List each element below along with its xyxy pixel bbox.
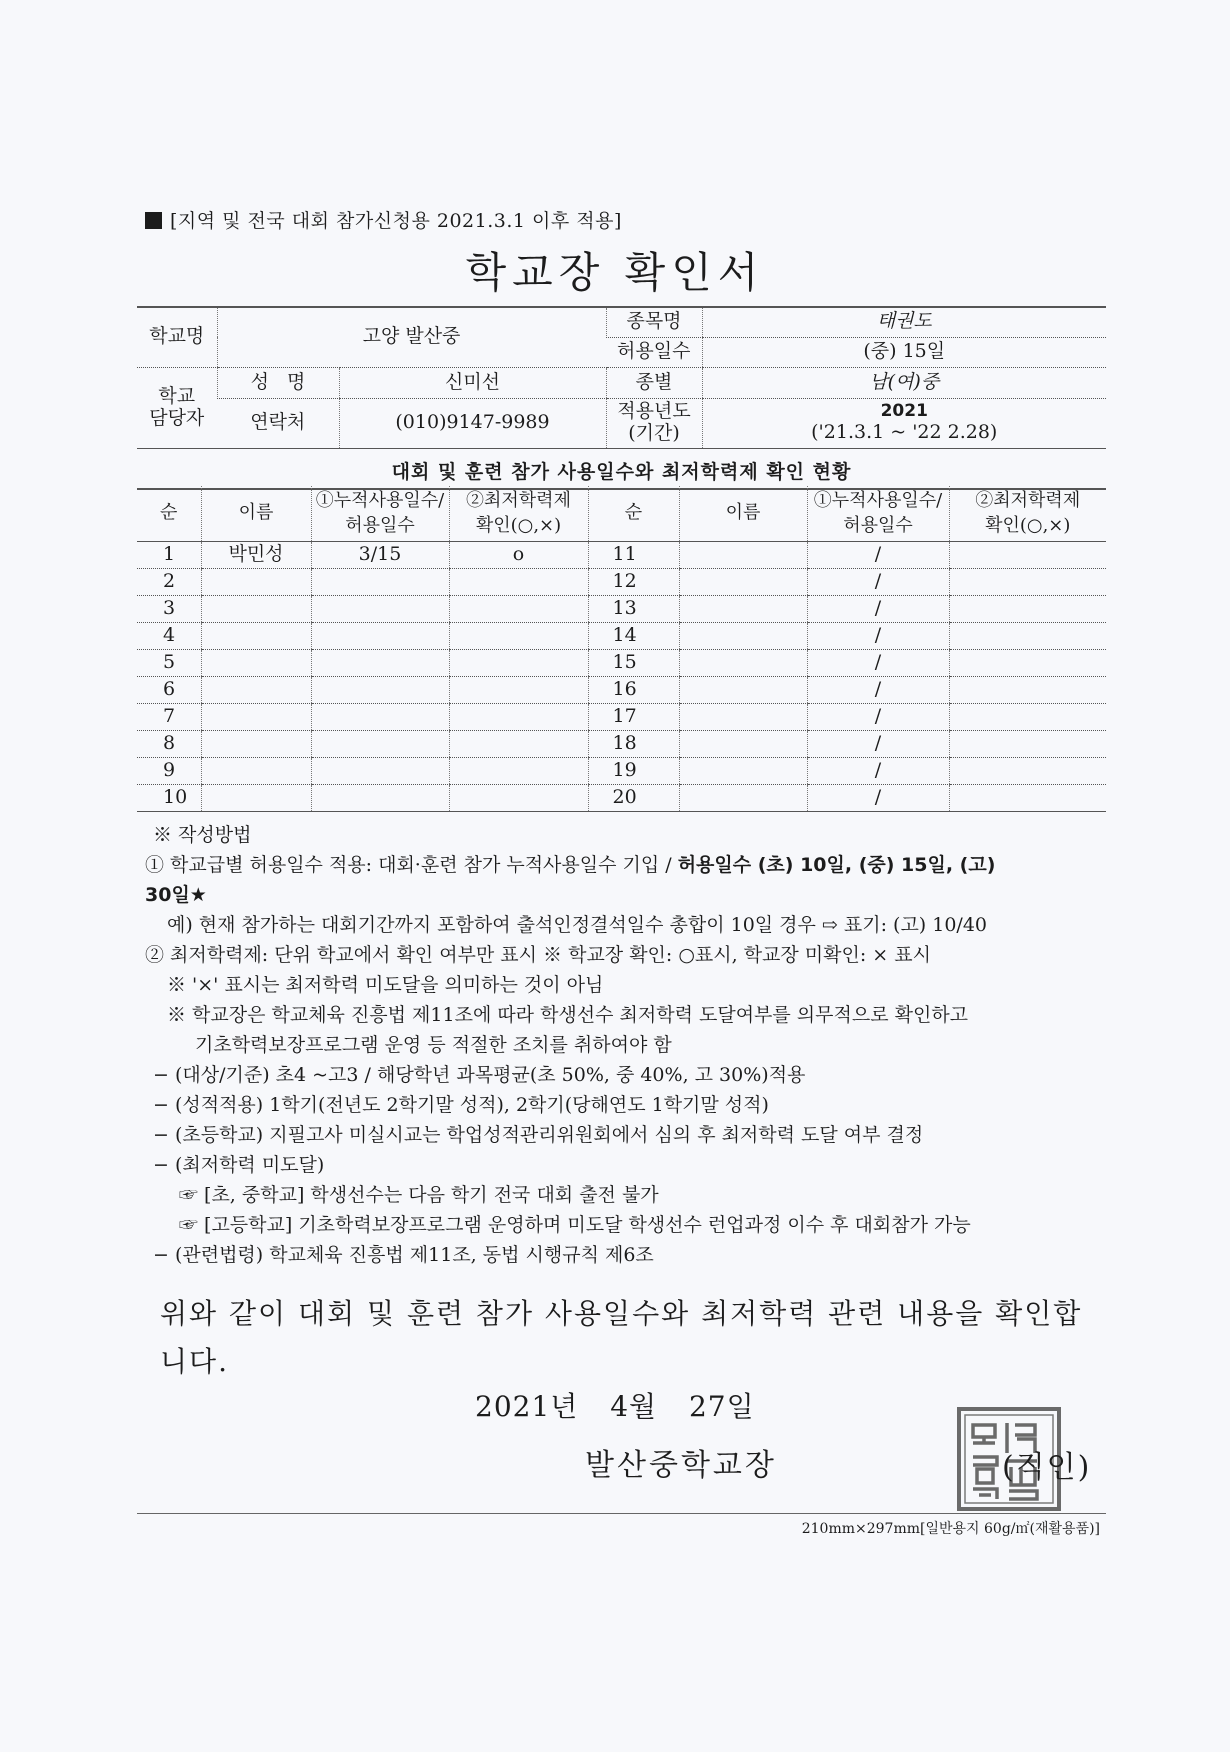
name-value: 신미선 [339,367,606,398]
bottom-rule [137,1513,1106,1514]
student-name [679,704,807,731]
used-days: / [807,596,949,623]
note-1-bold: 허용일수 (초) 10일, (중) 15일, (고) [677,854,996,876]
student-name [201,731,311,758]
header-check-right [949,486,1106,542]
header-check-line-1: ②최저학력제 [466,490,571,512]
paper-spec: 210mm×297mm[일반용지 60g/㎡(재활용품)] [801,1521,1100,1537]
principal-title: 발산중학교장 [585,1448,777,1483]
document-title: 학교장 확인서 [465,248,765,297]
header-days-right-line-1: ①누적사용일수/ [813,490,943,512]
student-name [679,596,807,623]
min-academic-check: o [449,542,588,569]
min-academic-check [949,704,1106,731]
row-number: 18 [588,731,679,758]
student-name [679,758,807,785]
min-academic-check [449,569,588,596]
used-days: / [807,542,949,569]
min-academic-check [949,650,1106,677]
gender-value: 남(여)중 [702,367,1106,398]
note-2-sub-1: ※ '×' 표시는 최저학력 미도달을 의미하는 것이 아님 [167,974,604,996]
note-2-sub-2-cont: 기초학력보장프로그램 운영 등 적절한 조치를 취하여야 함 [195,1034,672,1056]
detail-grades: − (성적적용) 1학기(전년도 2학기말 성적), 2학기(당해연도 1학기말 성적) [153,1094,769,1116]
student-name [679,542,807,569]
used-days [311,758,449,785]
table-row [137,785,1106,812]
row-number: 20 [588,785,679,812]
roster-header-row [137,486,1106,542]
detail-below-min: − (최저학력 미도달) [153,1154,325,1176]
student-name [201,704,311,731]
staff-label [137,367,217,448]
used-days: / [807,758,949,785]
table-row [137,623,1106,650]
used-days: / [807,677,949,704]
used-days [311,596,449,623]
min-academic-check [449,758,588,785]
detail-target: − (대상/기준) 초4 ~고3 / 해당학년 과목평균(초 50%, 중 40%, 고 30%)적용 [153,1064,806,1086]
used-days: / [807,623,949,650]
roster-table [137,486,1106,812]
row-number: 9 [137,758,201,785]
used-days: / [807,650,949,677]
header-note [145,206,622,233]
staff-label-line-1: 학교 [158,384,196,407]
student-name [679,731,807,758]
row-number: 19 [588,758,679,785]
used-days: 3/15 [311,542,449,569]
student-name [201,758,311,785]
used-days [311,731,449,758]
row-number: 13 [588,596,679,623]
row-number: 8 [137,731,201,758]
used-days: / [807,569,949,596]
student-name [201,569,311,596]
row-number: 2 [137,569,201,596]
header-check-right-line-1: ②최저학력제 [975,490,1081,512]
year-value-cell [702,398,1106,448]
contact-value: (010)9147-9989 [339,398,606,448]
detail-elementary: − (초등학교) 지필고사 미실시교는 학업성적관리위원회에서 심의 후 최저학력 도달 여부 결정 [153,1124,924,1146]
writing-instructions [145,820,1105,1270]
min-academic-check [449,785,588,812]
row-number: 5 [137,650,201,677]
row-number: 12 [588,569,679,596]
table-row [137,596,1106,623]
used-days: / [807,785,949,812]
student-name [679,623,807,650]
table-row [137,569,1106,596]
student-name [201,596,311,623]
min-academic-check [449,623,588,650]
note-1-cont: 30일★ [145,884,207,906]
header-days [311,486,449,542]
student-name: 박민성 [201,542,311,569]
min-academic-check [449,704,588,731]
header-check [449,486,588,542]
used-days: / [807,704,949,731]
detail-below-min-b: ☞ [고등학교] 기초학력보장프로그램 운영하며 미도달 학생선수 런업과정 이수 후 대회참가 가능 [179,1214,971,1236]
min-academic-check [449,731,588,758]
min-academic-check [949,677,1106,704]
used-days: / [807,731,949,758]
student-name [201,650,311,677]
period-value: ('21.3.1 ~ '22 2.28) [811,420,998,443]
header-name-right: 이름 [679,486,807,542]
header-check-right-line-2: 확인(○,×) [985,514,1071,536]
table-row [137,731,1106,758]
note-1-text: ① 학교급별 허용일수 적용: 대회·훈련 참가 누적사용일수 기입 / [145,854,678,876]
student-name [201,623,311,650]
confirmation-statement: 위와 같이 대회 및 훈련 참가 사용일수와 최저학력 관련 내용을 확인합니다. [160,1297,1083,1378]
student-name [201,785,311,812]
header-days-line-2: 허용일수 [345,514,415,536]
row-number: 1 [137,542,201,569]
row-number: 17 [588,704,679,731]
header-no-right: 순 [588,486,679,542]
student-name [679,569,807,596]
notes-heading: ※ 작성방법 [153,824,252,846]
note-1 [145,850,1105,880]
row-number: 11 [588,542,679,569]
contact-label: 연락처 [217,398,339,448]
info-table [137,306,1106,449]
note-2: ② 최저학력제: 단위 학교에서 확인 여부만 표시 ※ 학교장 확인: ○표시, 학교장 미확인: × 표시 [145,944,931,966]
table-row [137,677,1106,704]
header-days-right [807,486,949,542]
used-days [311,569,449,596]
row-number: 6 [137,677,201,704]
min-academic-check [449,677,588,704]
min-academic-check [949,731,1106,758]
allowed-days-label: 허용일수 [606,337,702,367]
event-label: 종목명 [606,307,702,337]
table-row [137,650,1106,677]
min-academic-check [449,596,588,623]
row-number: 14 [588,623,679,650]
min-academic-check [949,569,1106,596]
used-days [311,677,449,704]
row-number: 16 [588,677,679,704]
allowed-days-value: (중) 15일 [702,337,1106,367]
year-label-line-1: 적용년도 [617,400,691,423]
table-row [137,758,1106,785]
min-academic-check [949,785,1106,812]
year-label [606,398,702,448]
header-note-text: [지역 및 전국 대회 참가신청용 2021.3.1 이후 적용] [170,210,622,232]
student-name [679,677,807,704]
seal-label: (직인) [1002,1450,1092,1485]
roster-title: 대회 및 훈련 참가 사용일수와 최저학력제 확인 현황 [137,457,1106,490]
min-academic-check [949,542,1106,569]
min-academic-check [949,758,1106,785]
table-row [137,542,1106,569]
year-label-line-2: (기간) [628,422,680,444]
header-name: 이름 [201,486,311,542]
row-number: 15 [588,650,679,677]
header-days-line-1: ①누적사용일수/ [315,490,445,512]
gender-label: 종별 [606,367,702,398]
note-1-example: 예) 현재 참가하는 대회기간까지 포함하여 출석인정결석일수 총합이 10일 경우 ⇨ 표기: (고) 10/40 [167,914,988,936]
detail-below-min-a: ☞ [초, 중학교] 학생선수는 다음 학기 전국 대회 출전 불가 [179,1184,659,1206]
student-name [679,785,807,812]
header-check-line-2: 확인(○,×) [475,514,562,536]
used-days [311,623,449,650]
issue-date: 2021년 4월 27일 [475,1390,755,1423]
student-name [201,677,311,704]
row-number: 7 [137,704,201,731]
header-no: 순 [137,486,201,542]
used-days [311,650,449,677]
event-value: 태권도 [702,307,1106,337]
name-label: 성 명 [217,367,339,398]
table-row [137,704,1106,731]
used-days [311,785,449,812]
school-label: 학교명 [137,307,217,367]
row-number: 3 [137,596,201,623]
staff-label-line-2: 담당자 [149,406,205,429]
black-square-icon [145,212,162,229]
header-days-right-line-2: 허용일수 [843,514,913,536]
row-number: 4 [137,623,201,650]
used-days [311,704,449,731]
min-academic-check [449,650,588,677]
school-name: 고양 발산중 [217,307,606,367]
min-academic-check [949,596,1106,623]
student-name [679,650,807,677]
year-value: 2021 [880,401,928,422]
note-2-sub-2: ※ 학교장은 학교체육 진흥법 제11조에 따라 학생선수 최저학력 도달여부를 의무적으로 확인하고 [167,1004,969,1026]
min-academic-check [949,623,1106,650]
row-number: 10 [137,785,201,812]
detail-law: − (관련법령) 학교체육 진흥법 제11조, 동법 시행규칙 제6조 [153,1244,654,1266]
